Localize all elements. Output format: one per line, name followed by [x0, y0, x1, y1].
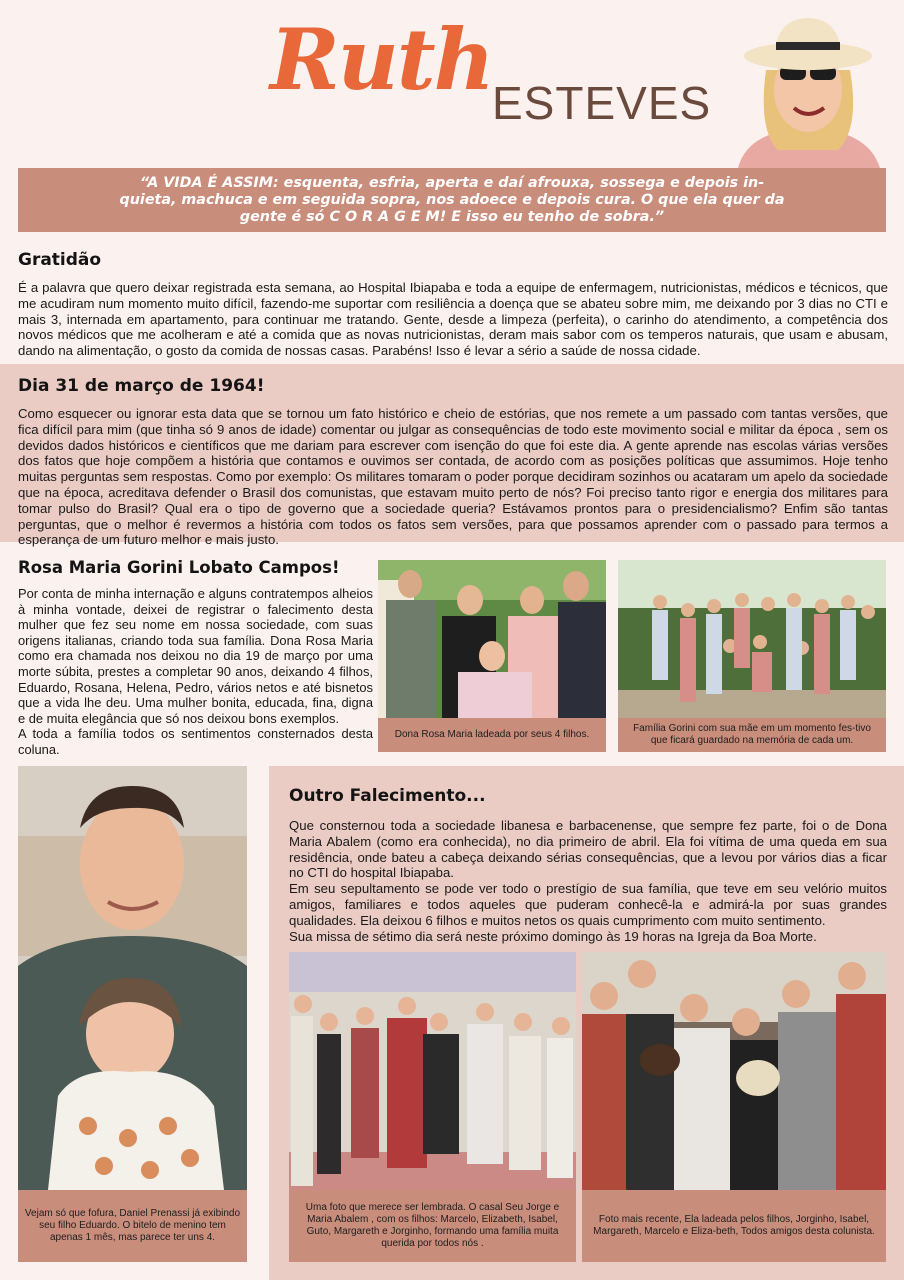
photo-gorini-family [618, 560, 886, 718]
outro-title: Outro Falecimento... [289, 786, 486, 806]
rosa-body-closing: A toda a família todos os sentimentos consternados desta coluna. [18, 726, 373, 757]
caption-rosa-children: Dona Rosa Maria ladeada por seus 4 filhos. [378, 718, 606, 752]
rosa-body [18, 586, 373, 758]
photo-abalem-family-old [289, 952, 576, 1190]
quote-text: “A VIDA É ASSIM: esquenta, esfria, aperta e daí afrouxa, sossega e depois in-quieta, machuca e em seguida sopra, nos adoece e depois cura. O que ela quer da gente é só C O R A G E M! E isso eu tenho de sobra.” [119, 174, 785, 225]
gratidao-body: É a palavra que quero deixar registrada esta semana, ao Hospital Ibiapaba e toda a equipe de enfermagem, nutricionistas, médicos e técnicos, que me acudiram num momento muito difícil, fazendo-me suportar com resiliência a doença que se abateu sobre mim, me deixando por 3 dias no CTI e mais 3, internada em apartamento, para continuar me tratando. Gente, desde a limpeza (perfeita), o carinho do atendimento, a competência dos novos médicos que me acolheram e até a comida que as novas nutricionistas, deram mais sabor com os temperos naturais, que usam e abusam, dando na alimentação, o gosto da comida de nossas casas. Parabéns! Isso é levar a sério a saúde de nossa cidade. [18, 280, 888, 359]
outro-paragraph-2: Em seu sepultamento se pode ver todo o prestígio de sua família, que teve em seu velório muitos amigos, familiares e todos aqueles que puderam conhecê-la e admirá-la por suas grandes qualidades. Ela deixou 6 filhos e muitos netos os quais cumprimento com muito sentimento. [289, 881, 887, 928]
logo-ruth: Ruth [270, 10, 493, 109]
photo-daniel-baby [18, 766, 247, 1190]
outro-paragraph-3: Sua missa de sétimo dia será neste próximo domingo às 19 horas na Igreja da Boa Morte. [289, 928, 817, 944]
outro-paragraph-1: Que consternou toda a sociedade libanesa e barbacenense, que sempre fez parte, foi o de Dona Maria Abalem (como era conhecida), no dia primeiro de abril. Ela foi vítima de uma queda em sua residência, onde bateu a cabeça deixando sérias consequências, que a levou por vários dias a ficar no CTI do hospital Ibiapaba. [289, 818, 887, 881]
gratidao-title: Gratidão [18, 250, 102, 270]
caption-daniel-baby: Vejam só que fofura, Daniel Prenassi já exibindo seu filho Eduardo. O bitelo de menino tem apenas 1 mês, mas parece ter uns 4. [18, 1190, 247, 1262]
caption-abalem-recent: Foto mais recente, Ela ladeada pelos filhos, Jorginho, Isabel, Margareth, Marcelo e Eliza-beth, Todos amigos desta colunista. [582, 1190, 886, 1262]
caption-abalem-old: Uma foto que merece ser lembrada. O casal Seu Jorge e Maria Abalem , com os filhos: Marcelo, Elizabeth, Isabel, Guto, Margareth e Jorginho, formando uma família muita querida por todos nós . [289, 1190, 576, 1262]
logo-esteves: ESTEVES [492, 77, 712, 129]
quote-banner [18, 168, 886, 232]
outro-body [289, 818, 887, 944]
rosa-title: Rosa Maria Gorini Lobato Campos! [18, 558, 340, 577]
columnist-portrait [728, 10, 888, 168]
caption-gorini-family: Família Gorini com sua mãe em um momento fes-tivo que ficará guardado na memória de cada um. [618, 718, 886, 752]
photo-abalem-family-recent [582, 952, 886, 1190]
photo-rosa-children [378, 560, 606, 718]
rosa-body-paragraph: Por conta de minha internação e alguns contratempos alheios à minha vontade, deixei de registrar o falecimento desta mulher que fez seu nome em nossa sociedade, com suas origens italianas, criando toda sua família. Dona Rosa Maria como era chamada nos deixou no dia 19 de março por uma morte súbita, prestes a completar 90 anos, deixando 4 filhos, Eduardo, Rosana, Helena, Pedro, vários netos e até bisnetos que a vida lhe deu. Uma mulher bonita, educada, fina, digna e de muita elegância que só nos deixou bons exemplos. [18, 586, 373, 726]
dia1964-body: Como esquecer ou ignorar esta data que se tornou um fato histórico e cheio de estórias, que nos remete a um passado com tantas versões, que fica difícil para mim (que tinha só 9 anos de idade) comentar ou julgar as consequências de todo este movimento social e militar da época , sem os devidos dados históricos e científicos que me dariam para escrever com isenção do que foi este dia. A gente aprende nas escolas várias versões dos fatos que hoje compõem a história que contamos e ouvimos ser contada, de acordo com as posições políticas que assumimos. Hoje tenho muitas perguntas sem respostas. Como por exemplo: Os militares tomaram o poder porque decidiram sozinhos ou acataram um apelo da sociedade que na época, acreditava defender o Brasil dos comunistas, que estavam muito perto de nós? Foi preciso tanto rigor e energia dos militares para tomar pulso do Brasil? Qual era o tipo de governo que a sociedade queria? Estávamos prontos para o presidencialismo? Enfim são tantas perguntas, que o melhor é revermos a história com todos os fatos sem versões, para que possamos aprender com o passado para termos a esperança de um futuro melhor e mais justo. [18, 406, 888, 548]
dia1964-title: Dia 31 de março de 1964! [18, 376, 265, 396]
